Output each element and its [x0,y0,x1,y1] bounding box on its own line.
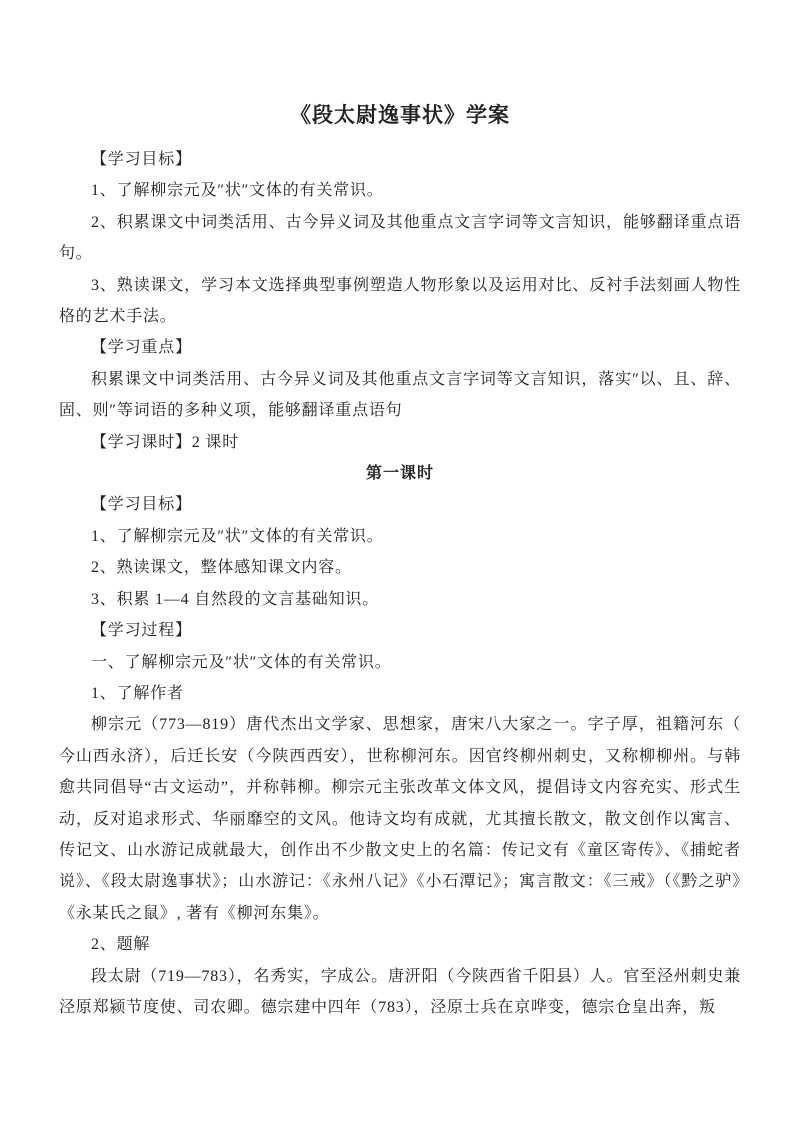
paragraph: 1、了解柳宗元及″状″文体的有关常识。 [91,527,384,545]
paragraph: 2、熟读课文，整体感知课文内容。 [91,559,352,577]
paragraph: 一、了解柳宗元及″状″文体的有关常识。 [91,653,392,671]
section-heading: 【学习重点】 [91,339,192,357]
lesson-heading: 第一课时 [365,465,434,483]
section-heading: 【学习过程】 [91,622,192,640]
paragraph: 积累课文中词类活用、古今异义词及其他重点文言字词等文言知识，落实″以、且、辞、固、则″等词语的多种义项，能够翻译重点语句 [59,370,741,420]
paragraph: 柳宗元（773—819）唐代杰出文学家、思想家，唐宋八大家之一。字子厚，祖籍河东（今山西永济），后迁长安（今陕西西安），世称柳河东。因官终柳州刺史，又称柳柳州。与韩愈共同倡导“古文运动”，并称韩柳。柳宗元主张改革文体文风，提倡诗文内容充实、形式生动，反对追求形式、华丽靡空的文风。他诗文均有成就，尤其擅长散文，散文创作以寓言、传记文、山水游记成就最大，创作出不少散文史上的名篇：传记文有《童区寄传》、《捕蛇者说》、《段太尉逸事状》；山水游记：《永州八记》《小石潭记》；寓言散文：《三戒》（《黔之驴》《永某氏之鼠》, 著有《柳河东集》。 [59,716,741,922]
paragraph: 2、题解 [91,936,151,954]
paragraph: 1、了解柳宗元及″状″文体的有关常识。 [91,182,384,200]
paragraph: 1、了解作者 [91,684,184,702]
document-title: 《段太尉逸事状》学案 [290,103,510,127]
paragraph: 3、熟读课文，学习本文选择典型事例塑造人物形象以及运用对比、反衬手法刻画人物性格的艺术手法。 [59,276,741,326]
paragraph: 段太尉（719—783），名秀实，字成公。唐汧阳（今陕西省千阳县）人。官至泾州刺史兼泾原郑颍节度使、司农卿。德宗建中四年（783），泾原士兵在京哗变，德宗仓皇出奔，叛 [59,967,741,1016]
paragraph: 3、积累 1—4 自然段的文言基础知识。 [91,590,380,608]
document-body [59,144,741,1023]
section-heading: 【学习目标】 [91,151,192,168]
section-heading: 【学习目标】 [91,496,192,514]
section-heading: 【学习课时】2 课时 [91,433,240,451]
paragraph: 2、积累课文中词类活用、古今异义词及其他重点文言字词等文言知识，能够翻译重点语句。 [59,213,741,263]
